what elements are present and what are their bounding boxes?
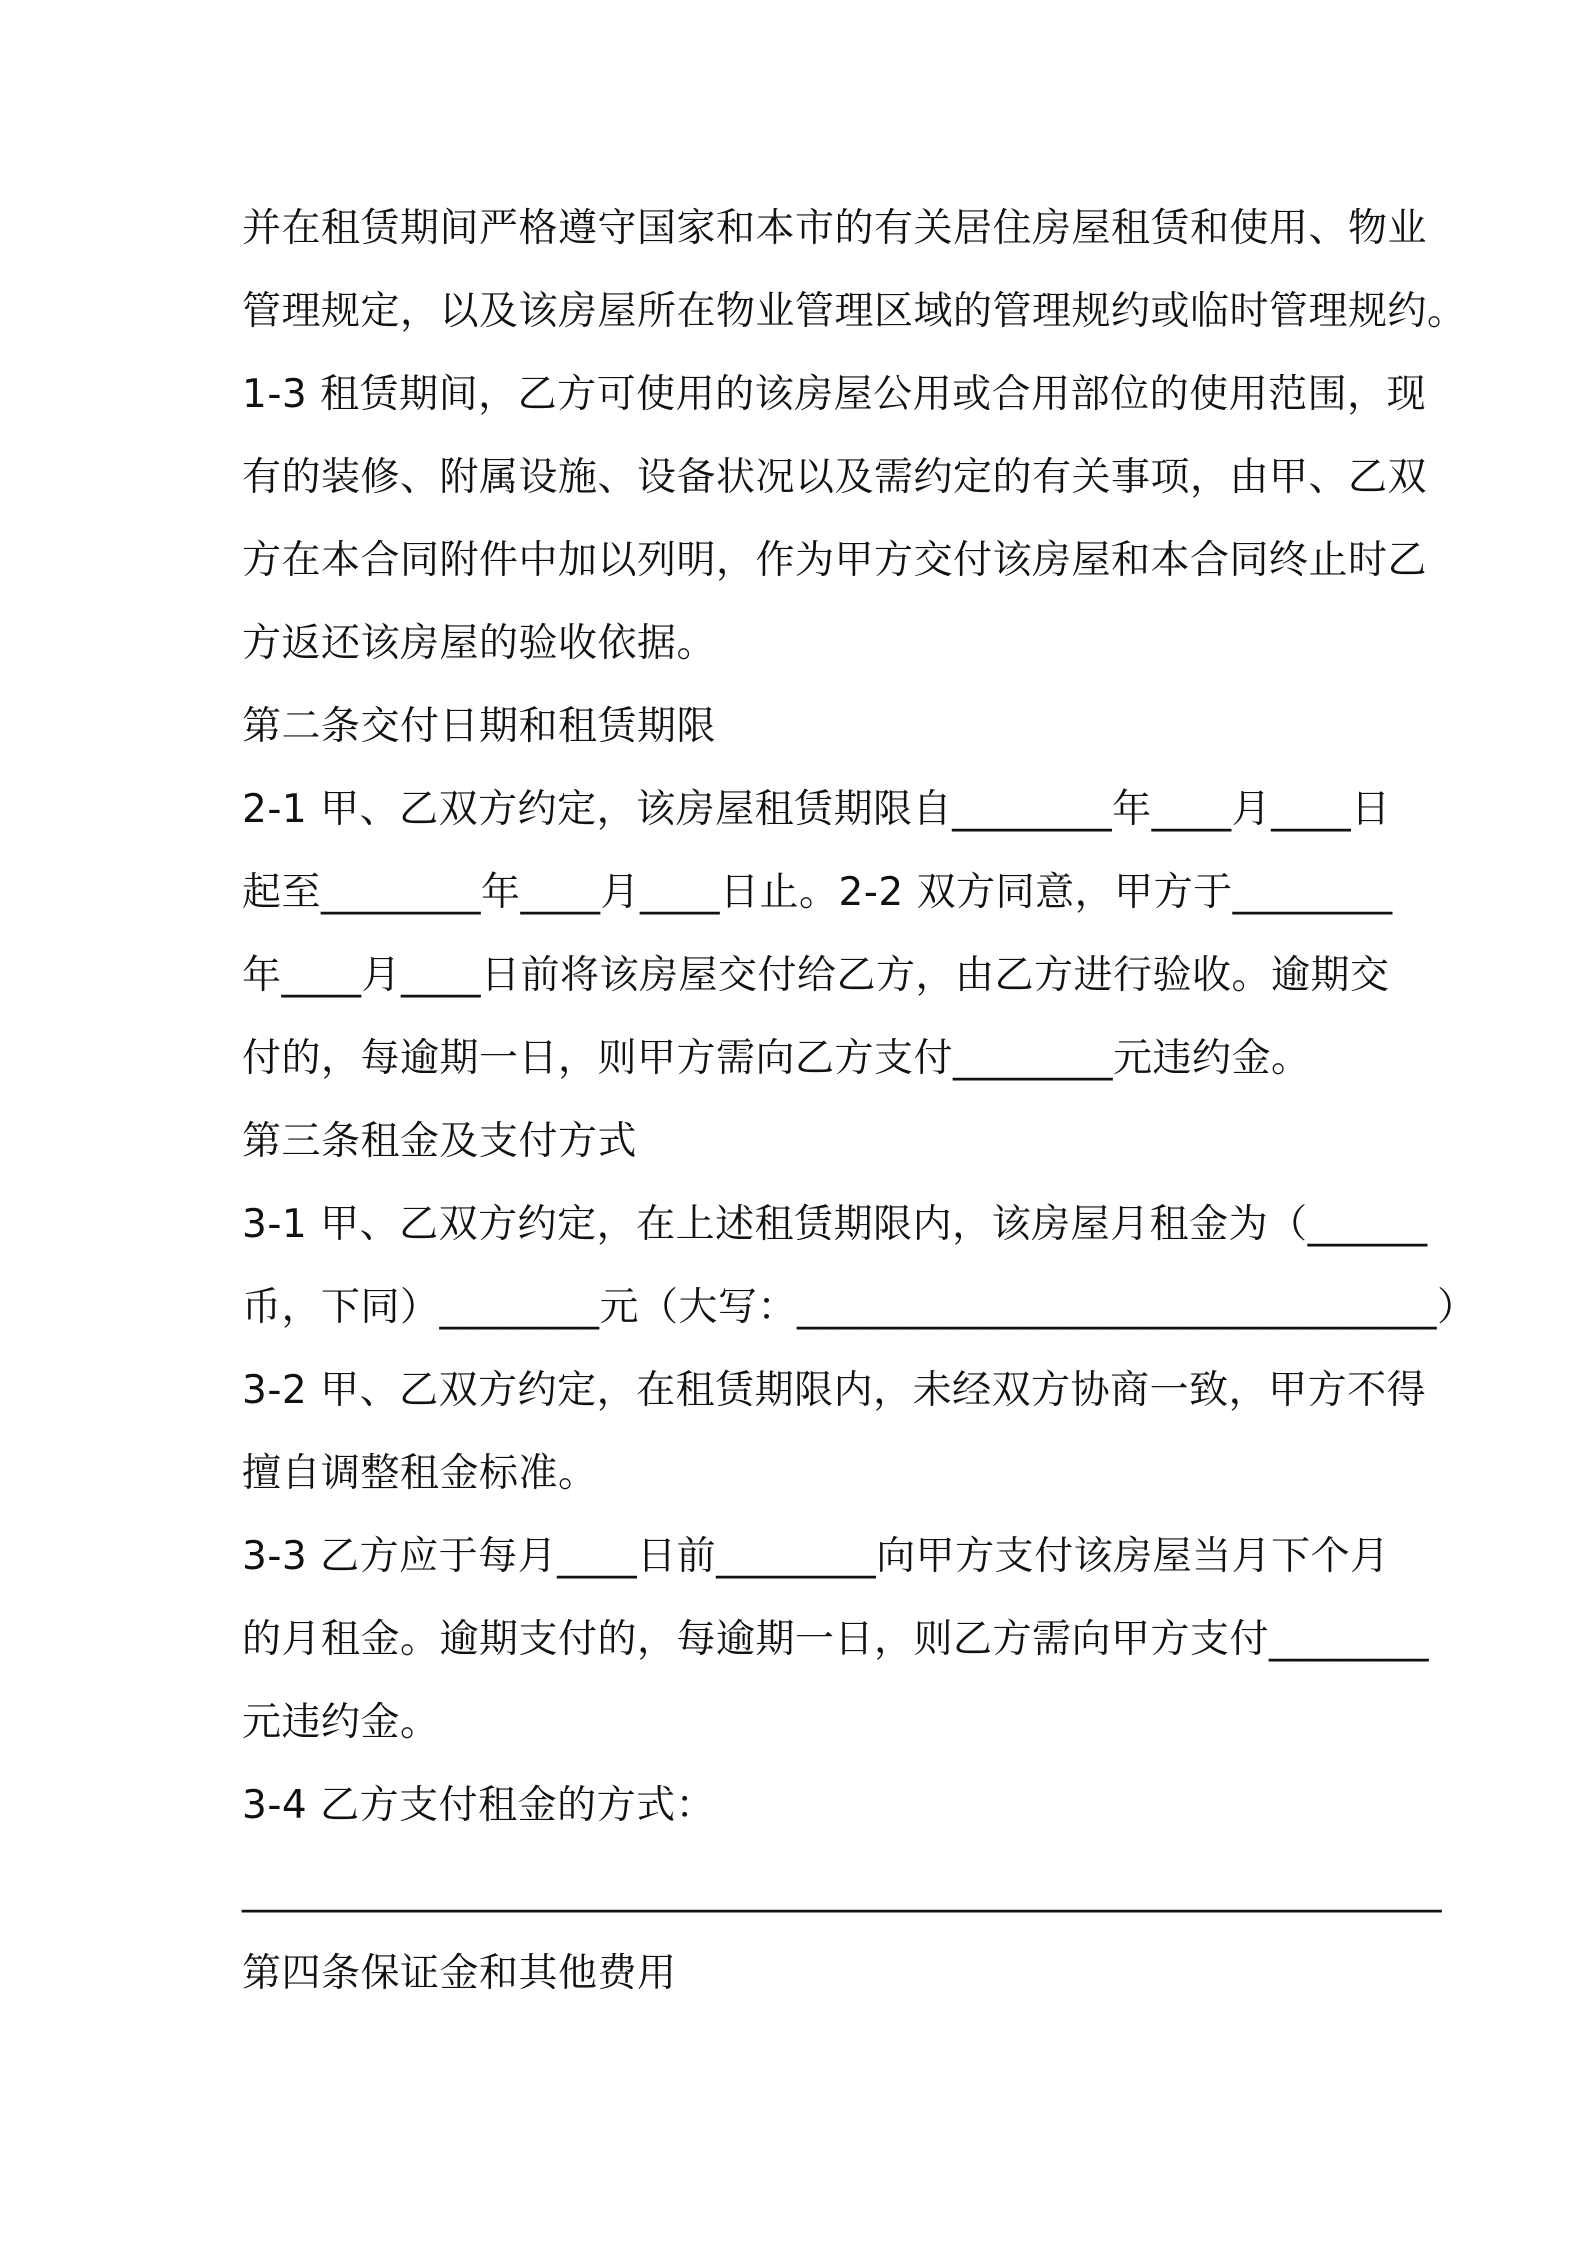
text-line: 3-2 甲、乙双方约定，在租赁期限内，未经双方协商一致，甲方不得 <box>242 1368 1427 1413</box>
section-heading-4: 第四条保证金和其他费用 <box>242 1951 677 1996</box>
text-line: 方在本合同附件中加以列明，作为甲方交付该房屋和本合同终止时乙 <box>242 538 1428 583</box>
text-line: 方返还该房屋的验收依据。 <box>242 621 717 666</box>
section-heading-2: 第二条交付日期和租赁期限 <box>242 704 717 749</box>
text-line: 3-4 乙方支付租金的方式： <box>242 1783 716 1828</box>
text-line: 付的，每逾期一日，则甲方需向乙方支付________元违约金。 <box>242 1036 1311 1081</box>
text-line: 并在租赁期间严格遵守国家和本市的有关居住房屋租赁和使用、物业 <box>242 206 1428 251</box>
text-line: 2-1 甲、乙双方约定，该房屋租赁期限自________年____月____日 <box>242 787 1391 832</box>
blank-fill-line: ____________________________________________________________ <box>242 1868 1442 1913</box>
text-line: 3-3 乙方应于每月____日前________向甲方支付该房屋当月下个月 <box>242 1534 1390 1579</box>
text-line: 有的装修、附属设施、设备状况以及需约定的有关事项，由甲、乙双 <box>242 455 1428 500</box>
section-heading-3: 第三条租金及支付方式 <box>242 1119 638 1164</box>
text-line: 3-1 甲、乙双方约定，在上述租赁期限内，该房屋月租金为（______ <box>242 1202 1428 1247</box>
text-line: 1-3 租赁期间，乙方可使用的该房屋公用或合用部位的使用范围，现 <box>242 372 1427 417</box>
text-line: 年____月____日前将该房屋交付给乙方，由乙方进行验收。逾期交 <box>242 953 1390 998</box>
text-line: 的月租金。逾期支付的，每逾期一日，则乙方需向甲方支付________ <box>242 1617 1430 1662</box>
text-line: 擅自调整租金标准。 <box>242 1451 598 1496</box>
text-line: 起至________年____月____日止。2-2 双方同意，甲方于________ <box>242 870 1393 915</box>
text-line: 元违约金。 <box>242 1700 440 1745</box>
text-line: 管理规定，以及该房屋所在物业管理区域的管理规约或临时管理规约。 <box>242 289 1467 334</box>
text-line: 币，下同）________元（大写：________________________________） <box>242 1285 1477 1330</box>
